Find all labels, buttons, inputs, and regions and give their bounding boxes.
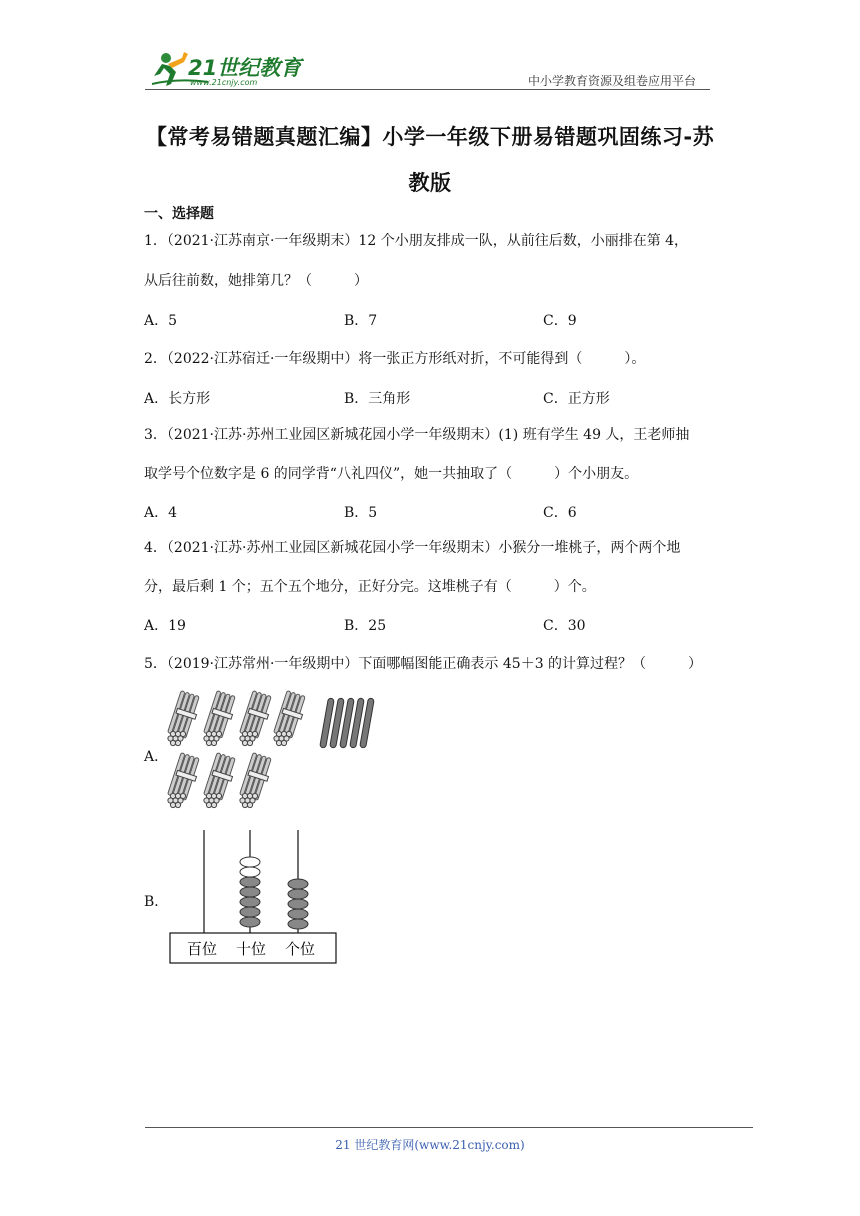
q1-option-c[interactable]: C．9 <box>543 313 577 329</box>
q3-option-c[interactable]: C．6 <box>543 505 577 521</box>
abacus-figure <box>168 826 340 966</box>
question-4-line1: 4．（2021·江苏·苏州工业园区新城花园小学一年级期末）小猴分一堆桃子，两个两个地 <box>144 540 681 556</box>
bundle-5 <box>168 753 200 808</box>
logo-url: www.21cnjy.com <box>190 78 258 87</box>
q5-option-a[interactable]: A． <box>144 749 169 765</box>
q2-option-b[interactable]: B．三角形 <box>344 391 411 407</box>
question-2-line1: 2．（2022·江苏宿迁·一年级期中）将一张正方形纸对折，不可能得到（ ）。 <box>144 351 646 367</box>
q2-option-a[interactable]: A．长方形 <box>144 391 211 407</box>
stick-bundles-figure <box>164 688 386 816</box>
q1-option-a[interactable]: A．5 <box>144 313 178 329</box>
question-1-line1: 1．（2021·江苏南京·一年级期末）12 个小朋友排成一队，从前往后数，小丽排在第 4， <box>144 233 689 249</box>
bundle-3 <box>240 691 272 746</box>
footer-text[interactable]: 21 世纪教育网(www.21cnjy.com) <box>335 1138 525 1152</box>
question-3-line1: 3．（2021·江苏·苏州工业园区新城花园小学一年级期末）(1) 班有学生 49 人，王老师抽 <box>144 427 690 443</box>
abacus-label-tens: 十位 <box>235 940 267 958</box>
bundle-4 <box>274 691 306 746</box>
bundle-6 <box>204 753 236 808</box>
bundle-1 <box>168 691 200 746</box>
question-1-line2: 从后往前数，她排第几？（ ） <box>144 273 368 289</box>
q5-option-b[interactable]: B． <box>144 894 169 910</box>
bundle-7 <box>240 753 272 808</box>
ones-beads <box>288 879 308 929</box>
single-sticks <box>320 698 375 748</box>
page-title-line1: 【常考易错题真题汇编】小学一年级下册易错题巩固练习-苏 <box>145 125 715 149</box>
q4-option-b[interactable]: B．25 <box>344 618 387 634</box>
header-divider <box>145 89 710 90</box>
q4-option-c[interactable]: C．30 <box>543 618 586 634</box>
logo-text: 21世纪教育 <box>188 56 302 80</box>
abacus-label-hundreds: 百位 <box>186 940 218 958</box>
q3-option-a[interactable]: A．4 <box>144 505 178 521</box>
page-title-line2: 教版 <box>408 171 452 195</box>
platform-text: 中小学教育资源及组卷应用平台 <box>528 74 697 88</box>
abacus-label-ones: 个位 <box>284 940 316 958</box>
q2-option-c[interactable]: C．正方形 <box>543 391 610 407</box>
bundle-2 <box>204 691 236 746</box>
site-logo <box>148 44 318 94</box>
q1-option-b[interactable]: B．7 <box>344 313 378 329</box>
question-4-line2: 分，最后剩 1 个；五个五个地分，正好分完。这堆桃子有（ ）个。 <box>144 579 596 595</box>
question-5-line1: 5．（2019·江苏常州·一年级期中）下面哪幅图能正确表示 45＋3 的计算过程？（ ） <box>144 656 703 672</box>
q3-option-b[interactable]: B．5 <box>344 505 378 521</box>
q4-option-a[interactable]: A．19 <box>144 618 186 634</box>
question-3-line2: 取学号个位数字是 6 的同学背“八礼四仪”，她一共抽取了（ ）个小朋友。 <box>144 466 639 482</box>
footer-divider <box>145 1127 753 1128</box>
tens-beads <box>240 857 260 927</box>
section-heading: 一、选择题 <box>144 206 214 222</box>
